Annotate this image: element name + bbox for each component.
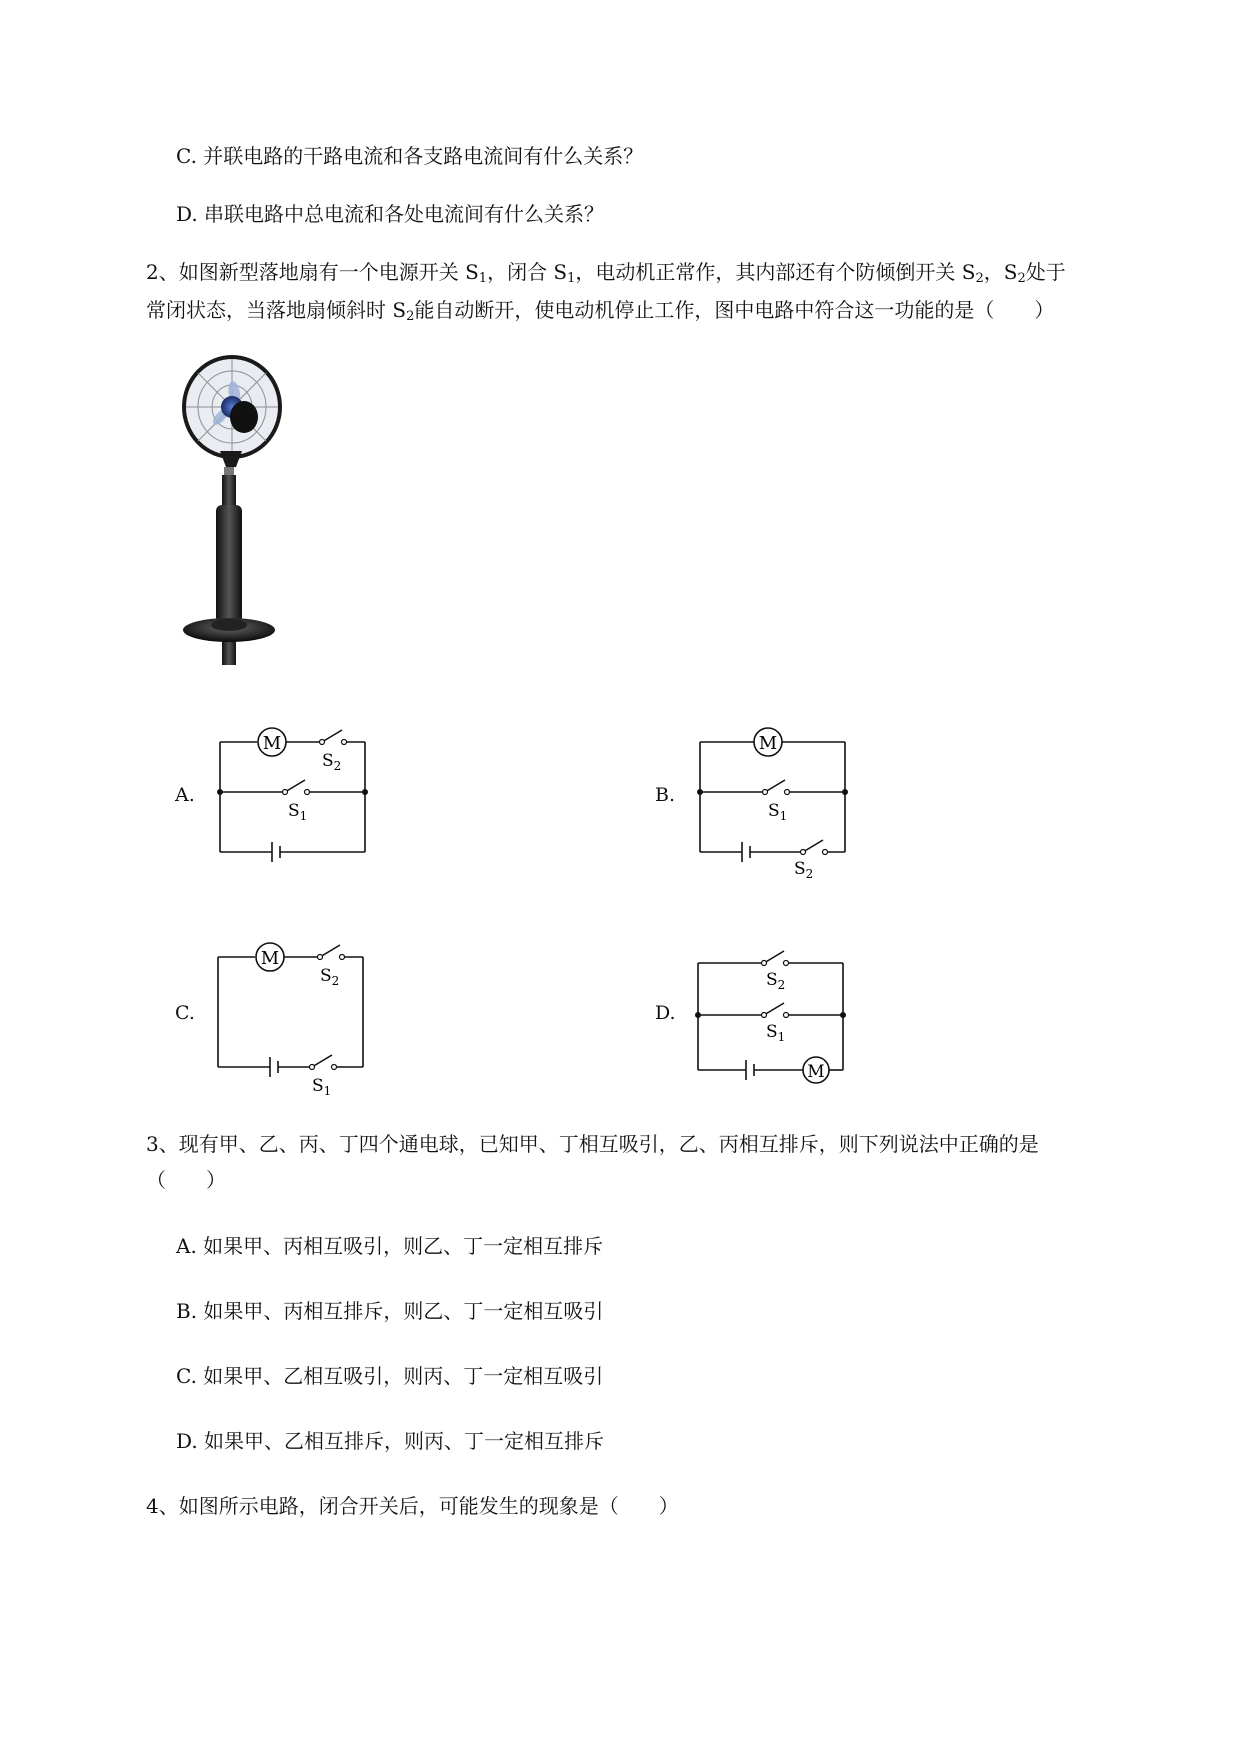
circuit-b	[690, 720, 870, 880]
svg-text:S2: $S_2$	[320, 966, 340, 988]
svg-text:M: M	[260, 948, 280, 969]
q2-stem-line2: 常闭状态，当落地扇倾斜时 $S_2$能自动断开，使电动机停止工作，图中电路中符合这一功能的是（ ）	[146, 298, 1055, 324]
svg-text:S1: $S_1$	[768, 801, 788, 823]
q4-stem: 4、如图所示电路，闭合开关后，可能发生的现象是（ ）	[146, 1494, 679, 1518]
option-b-label: B.	[655, 784, 676, 806]
q2-stem-line1: 2、如图新型落地扇有一个电源开关 $S_1$，闭合 $S_1$，电动机正常作，其内部还有个防倾倒开关 $S_2$，$S_2$处于	[146, 260, 1066, 286]
q3-option-b: B. 如果甲、丙相互排斥，则乙、丁一定相互吸引	[176, 1299, 604, 1323]
circuit-a	[210, 720, 380, 870]
svg-text:S1: $S_1$	[288, 801, 308, 823]
svg-text:M: M	[262, 733, 282, 754]
option-c-label: C.	[175, 1002, 195, 1024]
floor-fan-image	[180, 355, 305, 670]
svg-text:S1: $S_1$	[766, 1022, 786, 1044]
svg-text:S2: $S_2$	[794, 859, 814, 880]
q3-option-a: A. 如果甲、丙相互吸引，则乙、丁一定相互排斥	[176, 1234, 604, 1258]
option-a-label: A.	[175, 784, 195, 806]
q1-option-d: D. 串联电路中总电流和各处电流间有什么关系？	[176, 202, 605, 226]
svg-text:S1: $S_1$	[312, 1076, 332, 1095]
q3-option-d: D. 如果甲、乙相互排斥，则丙、丁一定相互排斥	[176, 1429, 605, 1453]
svg-text:M: M	[758, 733, 778, 754]
circuit-c	[208, 935, 378, 1095]
svg-text:S2: $S_2$	[766, 970, 786, 992]
q3-option-c: C. 如果甲、乙相互吸引，则丙、丁一定相互吸引	[176, 1364, 604, 1388]
option-d-label: D.	[655, 1002, 676, 1024]
svg-text:M: M	[807, 1062, 825, 1082]
q1-option-c: C. 并联电路的干路电流和各支路电流间有什么关系？	[176, 144, 644, 168]
q3-stem-line2: （ ）	[146, 1168, 226, 1192]
svg-text:S2: $S_2$	[322, 751, 342, 773]
circuit-d	[688, 935, 868, 1095]
q3-stem-line1: 3、现有甲、乙、丙、丁四个通电球，已知甲、丁相互吸引，乙、丙相互排斥，则下列说法中正确的是	[146, 1132, 1039, 1156]
